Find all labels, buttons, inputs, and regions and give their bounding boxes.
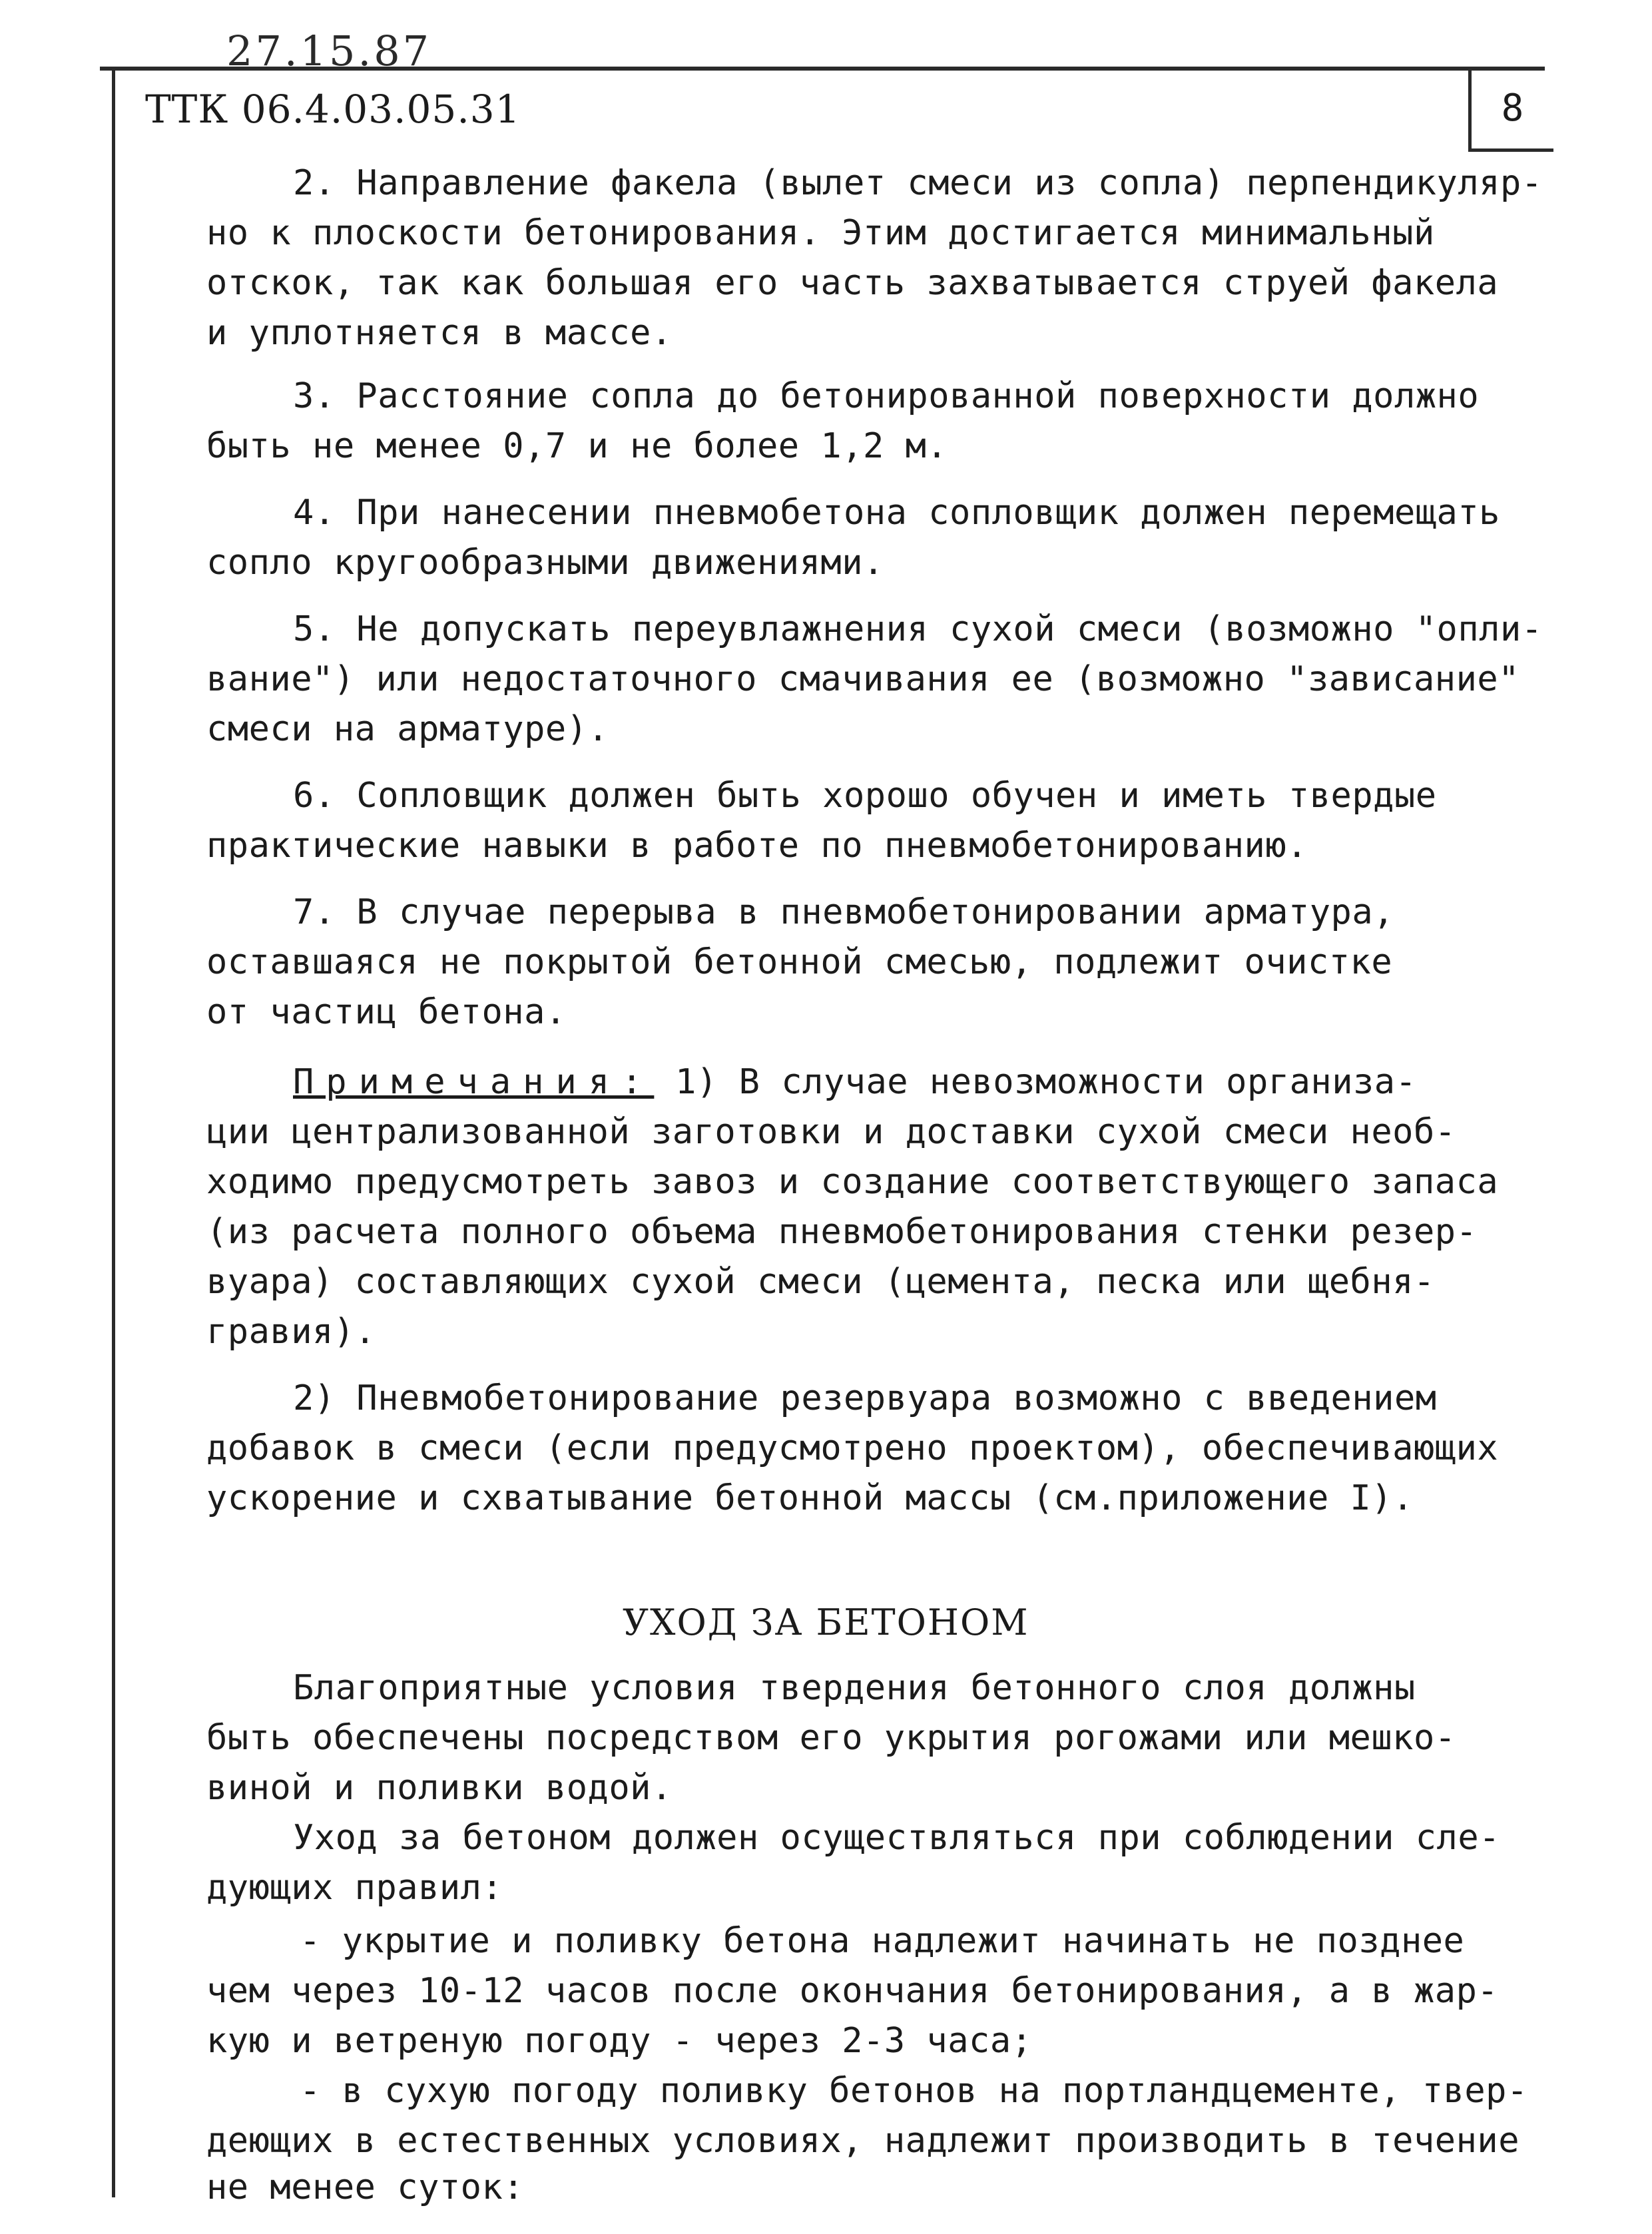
note-1-line-2: ции централизованной заготовки и доставки сухой смеси необ- [206, 1112, 1456, 1152]
document-code: ТТК 06.4.03.05.31 [145, 87, 521, 132]
note-label: Примечания: [293, 1062, 655, 1102]
p4-line-1: 4. При нанесении пневмобетона сопловщик должен перемещать [293, 493, 1500, 533]
care-line-4: Уход за бетоном должен осуществляться при соблюдении сле- [293, 1818, 1500, 1858]
p2-line-4: и уплотняется в массе. [206, 313, 673, 353]
note-1-line-5: вуара) составляющих сухой смеси (цемента, песка или щебня- [206, 1262, 1435, 1302]
note-1-line-3: ходимо предусмотреть завоз и создание соответствующего запаса [206, 1162, 1499, 1202]
note-1-first-text: 1) В случае невозможности организа- [654, 1062, 1417, 1102]
note-1-line-1 [293, 1062, 1416, 1102]
note-2-line-1: 2) Пневмобетонирование резервуара возможно с введением [293, 1378, 1437, 1418]
section-heading: УХОД ЗА БЕТОНОМ [623, 1601, 1029, 1643]
care-line-7: чем через 10-12 часов после окончания бетонирования, а в жар- [206, 1971, 1499, 2011]
p5-line-2: вание") или недостаточного смачивания ее (возможно "зависание" [206, 659, 1520, 699]
care-line-3: виной и поливки водой. [206, 1768, 673, 1808]
page-number: 8 [1501, 87, 1524, 130]
p2-line-1: 2. Направление факела (вылет смеси из сопла) перпендикуляр- [293, 163, 1543, 203]
p2-line-2: но к плоскости бетонирования. Этим достигается минимальный [206, 213, 1435, 253]
care-line-8: кую и ветреную погоду - через 2-3 часа; [206, 2021, 1033, 2061]
p5-line-3: смеси на арматуре). [206, 709, 609, 749]
p7-line-2: оставшаяся не покрытой бетонной смесью, подлежит очистке [206, 942, 1393, 982]
p7-line-1: 7. В случае перерыва в пневмобетонировании арматура, [293, 892, 1394, 932]
p2-line-3: отскок, так как большая его часть захватывается струей факела [206, 263, 1499, 303]
handwritten-number: 27.15.87 [226, 27, 432, 75]
p3-line-1: 3. Расстояние сопла до бетонированной поверхности должно [293, 376, 1480, 416]
p6-line-2: практические навыки в работе по пневмобетонированию. [206, 826, 1308, 866]
care-line-10: деющих в естественных условиях, надлежит производить в течение [206, 2121, 1520, 2161]
care-line-6: - укрытие и поливку бетона надлежит начинать не позднее [300, 1921, 1465, 1961]
care-line-1: Благоприятные условия твердения бетонного слоя должны [293, 1668, 1416, 1708]
care-line-9: - в сухую погоду поливку бетонов на портландцементе, твер- [300, 2071, 1528, 2111]
care-line-11: не менее суток: [206, 2167, 525, 2207]
p3-line-2: быть не менее 0,7 и не более 1,2 м. [206, 426, 948, 466]
left-border-line [112, 67, 115, 2197]
note-1-line-6: гравия). [206, 1312, 376, 1352]
p4-line-2: сопло кругообразными движениями. [206, 543, 884, 583]
care-line-2: быть обеспечены посредством его укрытия рогожами или мешко- [206, 1718, 1456, 1758]
p6-line-1: 6. Сопловщик должен быть хорошо обучен и иметь твердые [293, 776, 1437, 816]
note-2-line-2: добавок в смеси (если предусмотрено проектом), обеспечивающих [206, 1428, 1499, 1468]
p7-line-3: от частиц бетона. [206, 992, 567, 1032]
note-1-line-4: (из расчета полного объема пневмобетонирования стенки резер- [206, 1212, 1478, 1252]
page-number-box [1468, 67, 1553, 152]
note-2-line-3: ускорение и схватывание бетонной массы (см.приложение I). [206, 1478, 1414, 1518]
care-line-5: дующих правил: [206, 1868, 503, 1908]
p5-line-1: 5. Не допускать переувлажнения сухой смеси (возможно "опли- [293, 609, 1543, 649]
